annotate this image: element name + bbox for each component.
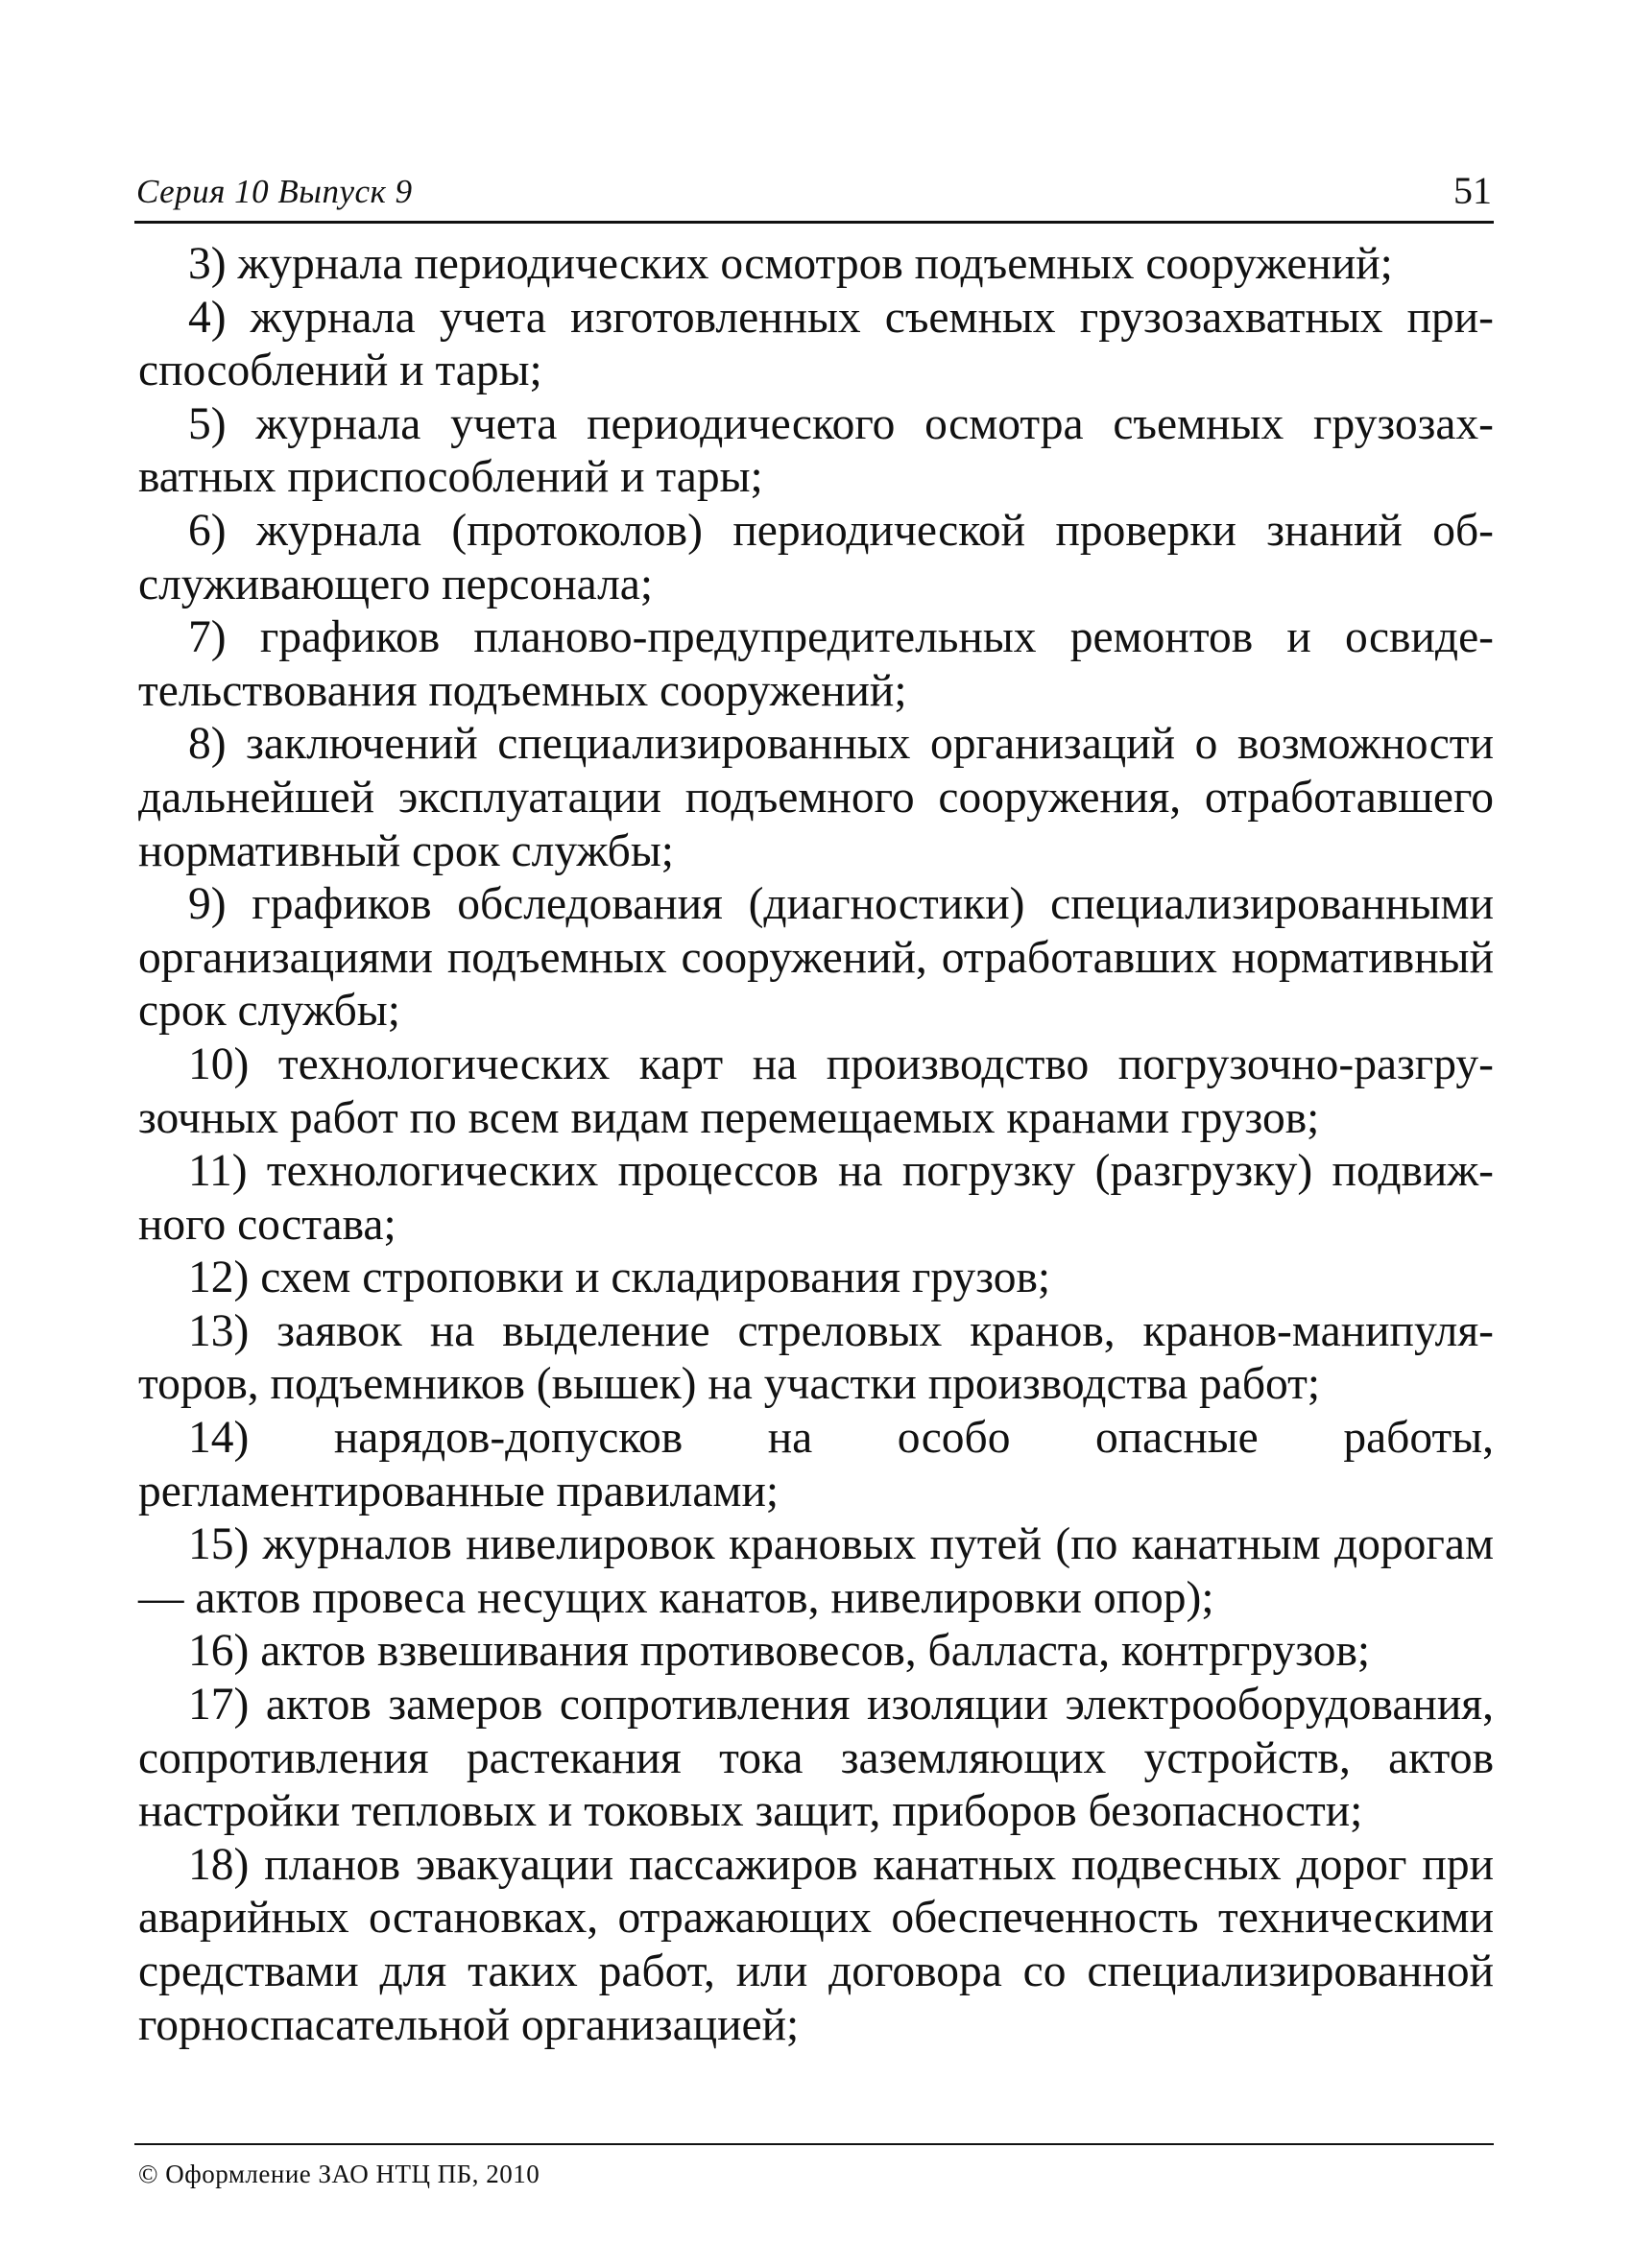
list-item: 7) графиков планово-предупредительных ремонтов и освидетельствования подъемных сооружений; <box>138 612 1494 716</box>
list-item: 9) графиков обследования (диагностики) специализированными организациями подъемных сооружений, отработавших нормативный срок службы; <box>138 879 1494 1037</box>
list-item: 4) журнала учета изготовленных съемных грузозахватных приспособлений и тары; <box>138 292 1494 396</box>
list-item: 17) актов замеров сопротивления изоляции электрооборудования, сопротивления растекания тока заземляющих устройств, актов настройки тепловых и токовых защит, приборов безопасности; <box>138 1680 1494 1837</box>
page-number: 51 <box>1453 169 1492 212</box>
list-item: 8) заключений специализированных организаций о возможности дальнейшей эксплуатации подъемного сооружения, отработавшего нормативный срок службы; <box>138 719 1494 876</box>
series-title: Серия 10 Выпуск 9 <box>136 173 413 210</box>
list-item: 13) заявок на выделение стреловых кранов, кранов-манипуляторов, подъемников (вышек) на участки производства работ; <box>138 1305 1494 1410</box>
footer-divider <box>134 2143 1494 2145</box>
footer-copyright: © Оформление ЗАО НТЦ ПБ, 2010 <box>138 2160 540 2188</box>
list-item: 10) технологических карт на производство погрузочно-разгрузочных работ по всем видам перемещаемых кранами грузов; <box>138 1039 1494 1143</box>
list-item: 12) схем строповки и складирования грузов; <box>188 1253 1051 1303</box>
list-item: 15) журналов нивелировок крановых путей (по канатным дорогам — актов провеса несущих канатов, нивелировки опор); <box>138 1519 1494 1623</box>
list-item: 16) актов взвешивания противовесов, балласта, контргрузов; <box>188 1626 1371 1677</box>
list-item: 11) технологических процессов на погрузку (разгрузку) подвижного состава; <box>138 1146 1494 1250</box>
list-item: 3) журнала периодических осмотров подъемных сооружений; <box>188 239 1393 289</box>
body-text <box>138 238 1494 2052</box>
running-header <box>134 161 1494 224</box>
list-item: 6) журнала (протоколов) периодической проверки знаний обслуживающего персонала; <box>138 505 1494 609</box>
list-item: 14) нарядов-допусков на особо опасные работы, регламентированные правилами; <box>138 1413 1494 1516</box>
list-item: 5) журнала учета периодического осмотра съемных грузозахватных приспособлений и тары; <box>138 398 1494 503</box>
list-item: 18) планов эвакуации пассажиров канатных подвесных дорог при аварийных остановках, отражающих обеспеченность техническими средствами для таких работ, или договора со специализированной горноспасательной организацией; <box>138 1839 1494 2050</box>
